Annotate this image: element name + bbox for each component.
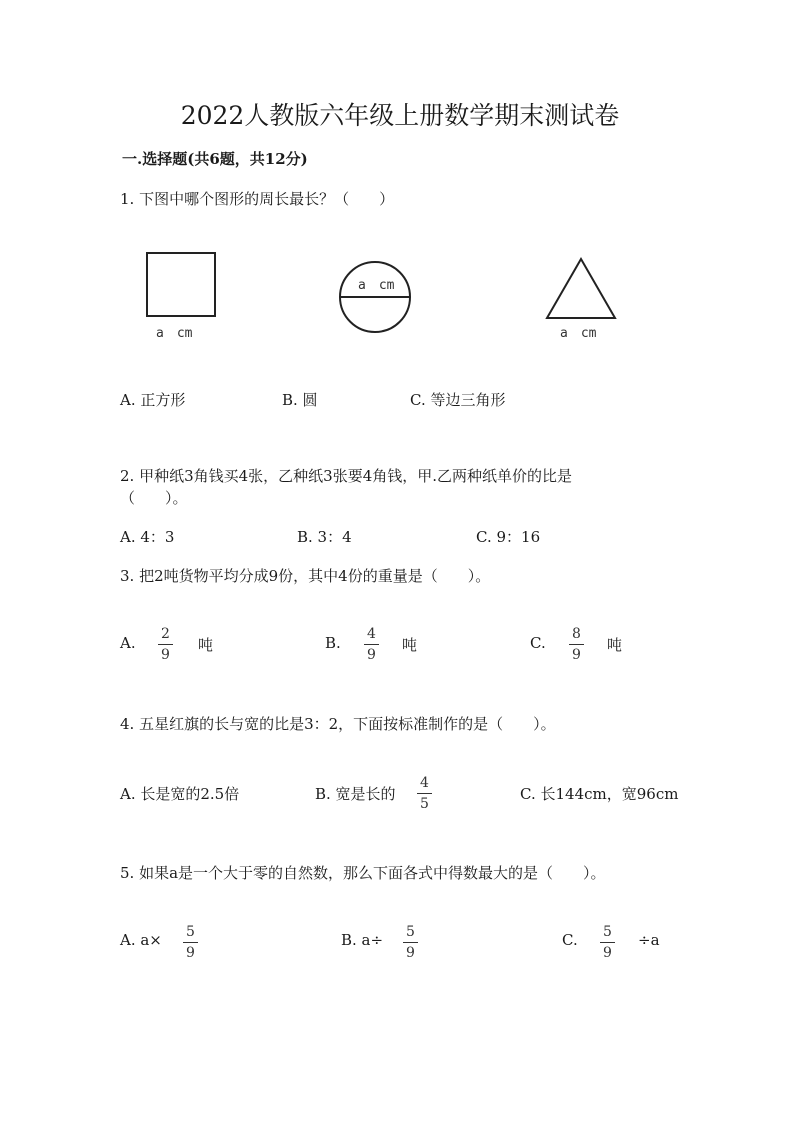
question-2-stem-line2: （ ）。: [120, 489, 188, 507]
q5-option-b-fraction: [403, 925, 418, 960]
fraction-denominator: 9: [572, 647, 581, 663]
q3-option-c-fraction: [569, 627, 584, 662]
circle-label: a cm: [358, 278, 395, 293]
triangle-label: a cm: [560, 326, 597, 341]
q4-option-b-fraction: [417, 776, 432, 811]
q5-option-a-prefix[interactable]: A. a×: [120, 931, 162, 949]
fraction-denominator: 9: [161, 647, 170, 663]
page-title: 2022人教版六年级上册数学期末测试卷: [180, 101, 620, 130]
fraction-numerator: 2: [158, 627, 173, 645]
q4-option-b-prefix[interactable]: B. 宽是长的: [315, 785, 396, 803]
q3-option-a-fraction: [158, 627, 173, 662]
fraction-numerator: 8: [569, 627, 584, 645]
q4-option-a[interactable]: A. 长是宽的2.5倍: [120, 785, 240, 803]
question-3-stem: 3. 把2吨货物平均分成9份，其中4份的重量是（ ）。: [120, 567, 491, 585]
q4-option-c[interactable]: C. 长144cm，宽96cm: [520, 785, 679, 803]
q3-option-c-prefix[interactable]: C.: [530, 634, 546, 652]
fraction-denominator: 5: [420, 796, 429, 812]
fraction-denominator: 9: [603, 945, 612, 961]
q3-option-a-prefix[interactable]: A.: [120, 634, 136, 652]
question-2-stem-line1: 2. 甲种纸3角钱买4张，乙种纸3张要4角钱，甲.乙两种纸单价的比是: [120, 467, 573, 485]
q3-option-b-fraction: [364, 627, 379, 662]
square-label: a cm: [156, 326, 193, 341]
fraction-numerator: 5: [600, 925, 615, 943]
section-heading: 一.选择题(共6题，共12分): [122, 150, 308, 168]
q3-option-c-unit: 吨: [607, 636, 623, 654]
q2-option-b[interactable]: B. 3：4: [297, 528, 352, 546]
triangle-figure: [547, 259, 615, 318]
question-4-stem: 4. 五星红旗的长与宽的比是3：2，下面按标准制作的是（ ）。: [120, 715, 556, 733]
q5-option-c-fraction: [600, 925, 615, 960]
q3-option-b-prefix[interactable]: B.: [325, 634, 341, 652]
question-1-stem: 1. 下图中哪个图形的周长最长？（ ）: [120, 190, 395, 208]
q1-option-a[interactable]: A. 正方形: [120, 391, 186, 409]
q2-option-c[interactable]: C. 9：16: [476, 528, 541, 546]
q5-option-c-prefix[interactable]: C.: [562, 931, 578, 949]
fraction-numerator: 5: [183, 925, 198, 943]
q3-option-a-unit: 吨: [198, 636, 214, 654]
fraction-denominator: 9: [406, 945, 415, 961]
q5-option-c-suffix: ÷a: [638, 931, 660, 949]
q1-option-c[interactable]: C. 等边三角形: [410, 391, 506, 409]
fraction-denominator: 9: [186, 945, 195, 961]
q1-figures: [130, 240, 650, 350]
fraction-numerator: 4: [364, 627, 379, 645]
q5-option-a-fraction: [183, 925, 198, 960]
q3-option-b-unit: 吨: [402, 636, 418, 654]
fraction-numerator: 4: [417, 776, 432, 794]
question-5-stem: 5. 如果a是一个大于零的自然数，那么下面各式中得数最大的是（ ）。: [120, 864, 606, 882]
q5-option-b-prefix[interactable]: B. a÷: [341, 931, 384, 949]
fraction-denominator: 9: [367, 647, 376, 663]
fraction-numerator: 5: [403, 925, 418, 943]
square-figure: [147, 253, 215, 316]
q1-option-b[interactable]: B. 圆: [282, 391, 318, 409]
q2-option-a[interactable]: A. 4：3: [120, 528, 175, 546]
